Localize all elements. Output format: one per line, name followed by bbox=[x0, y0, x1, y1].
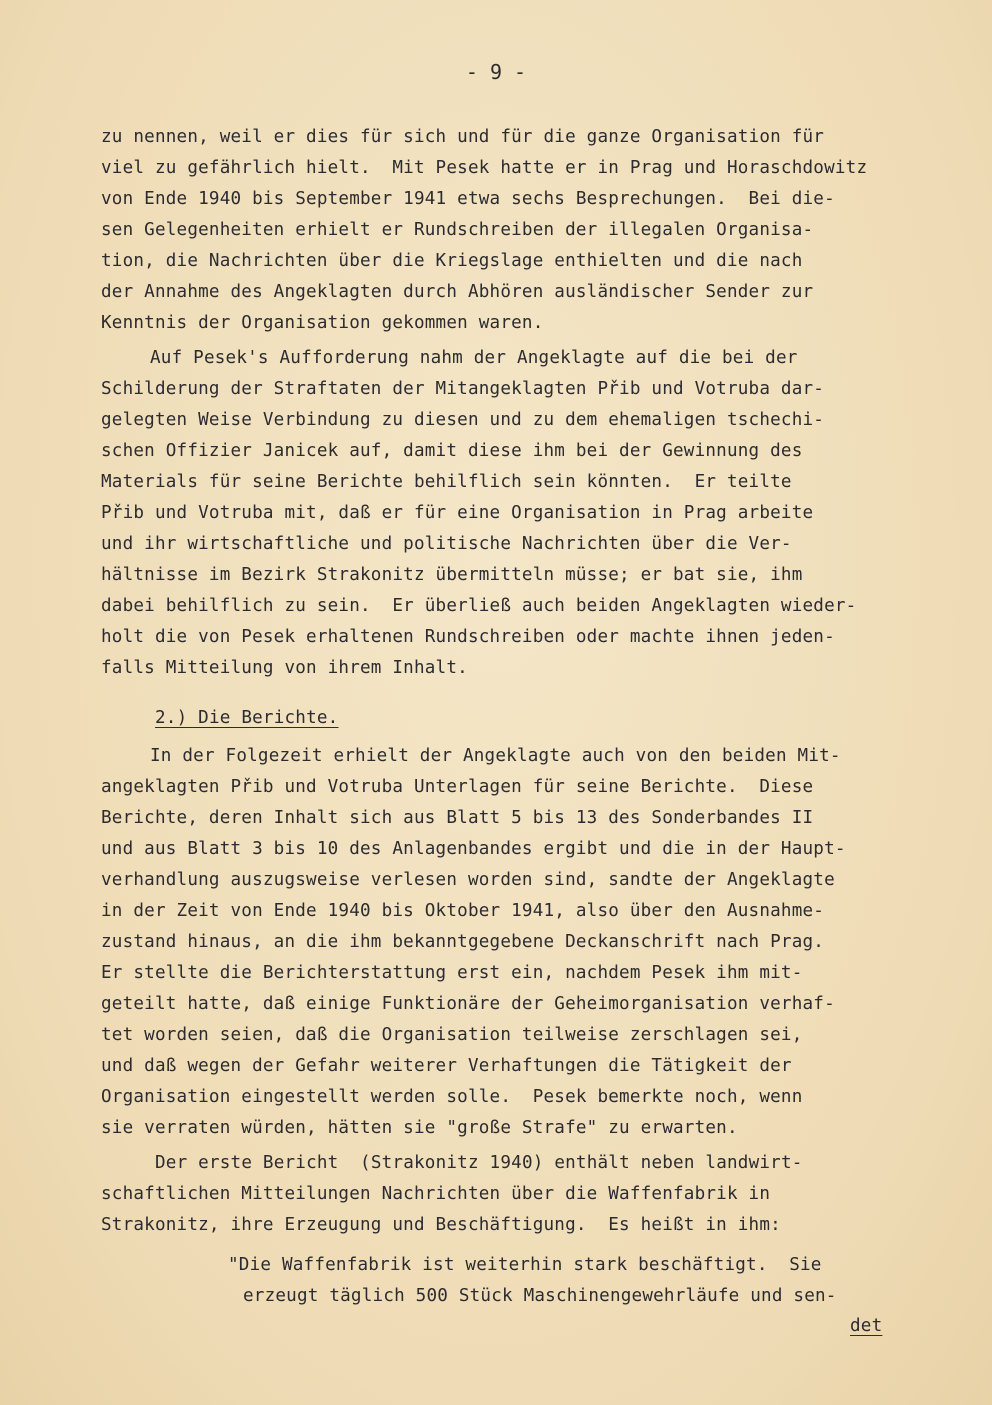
text-line: Berichte, deren Inhalt sich aus Blatt 5 bis 13 des Sonderbandes II bbox=[101, 808, 814, 828]
text-line: Strakonitz, ihre Erzeugung und Beschäftigung. Es heißt in ihm: bbox=[101, 1215, 781, 1235]
text-line: Přib und Votruba mit, daß er für eine Organisation in Prag arbeite bbox=[101, 503, 814, 523]
quote-line: erzeugt täglich 500 Stück Maschinengewehrläufe und sen- bbox=[243, 1286, 837, 1306]
text-line: schen Offizier Janicek auf, damit diese ihm bei der Gewinnung des bbox=[101, 441, 803, 461]
text-line: Er stellte die Berichterstattung erst ein, nachdem Pesek ihm mit- bbox=[101, 963, 803, 983]
text-line: von Ende 1940 bis September 1941 etwa sechs Besprechungen. Bei die- bbox=[101, 189, 835, 209]
text-line: In der Folgezeit erhielt der Angeklagte auch von den beiden Mit- bbox=[150, 746, 841, 766]
text-line: und daß wegen der Gefahr weiterer Verhaftungen die Tätigkeit der bbox=[101, 1056, 792, 1076]
text-line: angeklagten Přib und Votruba Unterlagen für seine Berichte. Diese bbox=[101, 777, 814, 797]
text-line: gelegten Weise Verbindung zu diesen und zu dem ehemaligen tschechi- bbox=[101, 410, 825, 430]
text-line: hältnisse im Bezirk Strakonitz übermitteln müsse; er bat sie, ihm bbox=[101, 565, 803, 585]
text-line: Kenntnis der Organisation gekommen waren. bbox=[101, 313, 544, 333]
page-number: - 9 - bbox=[465, 60, 527, 84]
quote-line: "Die Waffenfabrik ist weiterhin stark beschäftigt. Sie bbox=[228, 1255, 822, 1275]
text-line: viel zu gefährlich hielt. Mit Pesek hatte er in Prag und Horaschdowitz bbox=[101, 158, 868, 178]
text-line: tion, die Nachrichten über die Kriegslage enthielten und die nach bbox=[101, 251, 803, 271]
text-line: Organisation eingestellt werden solle. Pesek bemerkte noch, wenn bbox=[101, 1087, 803, 1107]
text-line: Schilderung der Straftaten der Mitangeklagten Přib und Votruba dar- bbox=[101, 379, 825, 399]
section-heading: 2.) Die Berichte. bbox=[155, 708, 339, 728]
text-line: sen Gelegenheiten erhielt er Rundschreiben der illegalen Organisa- bbox=[101, 220, 814, 240]
text-line: holt die von Pesek erhaltenen Rundschreiben oder machte ihnen jeden- bbox=[101, 627, 835, 647]
text-line: schaftlichen Mitteilungen Nachrichten über die Waffenfabrik in bbox=[101, 1184, 771, 1204]
text-line: der Annahme des Angeklagten durch Abhören ausländischer Sender zur bbox=[101, 282, 814, 302]
text-line: sie verraten würden, hätten sie "große Strafe" zu erwarten. bbox=[101, 1118, 738, 1138]
text-line: tet worden seien, daß die Organisation teilweise zerschlagen sei, bbox=[101, 1025, 803, 1045]
text-line: Der erste Bericht (Strakonitz 1940) enthält neben landwirt- bbox=[155, 1153, 803, 1173]
text-line: zustand hinaus, an die ihm bekanntgegebene Deckanschrift nach Prag. bbox=[101, 932, 825, 952]
text-line: falls Mitteilung von ihrem Inhalt. bbox=[101, 658, 468, 678]
text-line: in der Zeit von Ende 1940 bis Oktober 1941, also über den Ausnahme- bbox=[101, 901, 825, 921]
text-line: Materials für seine Berichte behilflich sein könnten. Er teilte bbox=[101, 472, 792, 492]
catchword: det bbox=[850, 1316, 883, 1336]
text-line: und ihr wirtschaftliche und politische Nachrichten über die Ver- bbox=[101, 534, 792, 554]
text-line: zu nennen, weil er dies für sich und für die ganze Organisation für bbox=[101, 127, 825, 147]
text-line: Auf Pesek's Aufforderung nahm der Angeklagte auf die bei der bbox=[150, 348, 798, 368]
text-line: dabei behilflich zu sein. Er überließ auch beiden Angeklagten wieder- bbox=[101, 596, 857, 616]
text-line: verhandlung auszugsweise verlesen worden sind, sandte der Angeklagte bbox=[101, 870, 835, 890]
text-line: und aus Blatt 3 bis 10 des Anlagenbandes ergibt und die in der Haupt- bbox=[101, 839, 846, 859]
text-line: geteilt hatte, daß einige Funktionäre der Geheimorganisation verhaf- bbox=[101, 994, 835, 1014]
